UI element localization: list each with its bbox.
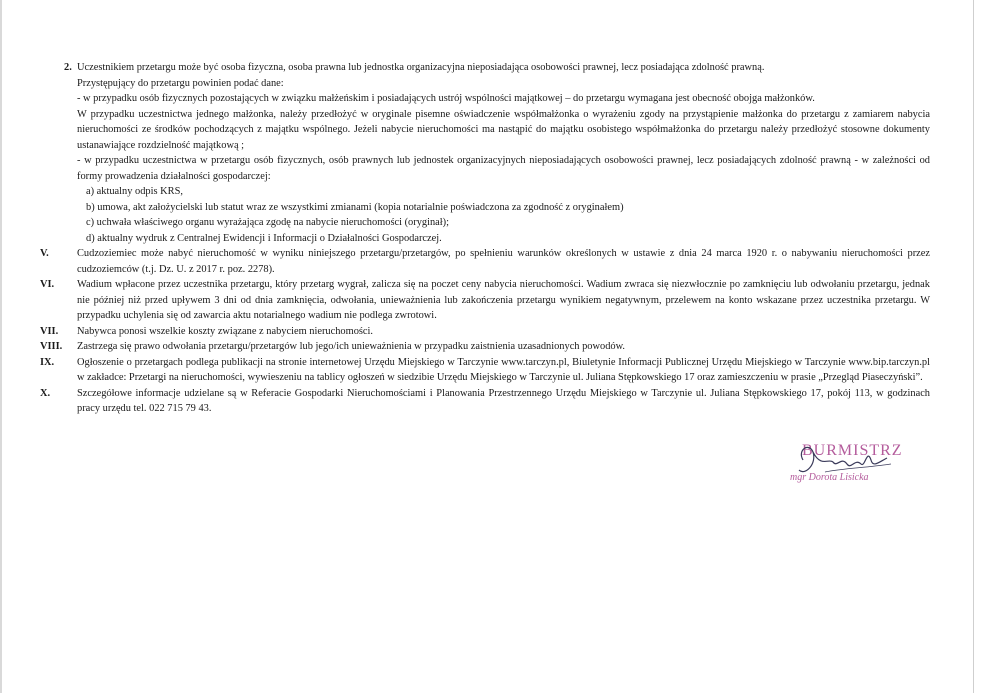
section-ix	[40, 355, 930, 386]
section-number: VII.	[40, 325, 59, 337]
section-text: Ogłoszenie o przetargach podlega publikacji na stronie internetowej Urzędu Miejskiego w Tarczynie www.tarczyn.pl, Biuletynie Informacji Publicznej Urzędu Miejskiego w Tarczynie www.bip.tarczyn.pl w zakładce: Przetargi na nieruchomości, wywieszeniu na tablicy ogłoszeń w siedzibie Urzędu Miejskiego w Tarczynie ul. Juliana Stępkowskiego 17 oraz zamieszczeniu w prasie „Przegląd Piaseczyński”.	[77, 356, 930, 383]
section-vi	[40, 277, 930, 324]
section-viii	[40, 339, 930, 355]
mayor-stamp-signature	[790, 438, 910, 498]
section-2-line: Przystępujący do przetargu powinien podać dane:	[77, 77, 284, 89]
requirement-item: d) aktualny wydruk z Centralnej Ewidencji i Informacji o Działalności Gospodarczej.	[86, 232, 442, 244]
section-text: Wadium wpłacone przez uczestnika przetargu, który przetarg wygrał, zalicza się na poczet ceny nabycia nieruchomości. Wadium zwraca się niezwłocznie po zamknięciu lub odwołaniu przetargu, jednak nie później niż przed upływem 3 dni od dnia zamknięcia, odwołania, unieważnienia lub zakończenia przetargu wynikiem negatywnym, przelewem na konto wskazane przez uczestnika przetargu. W przypadku uchylenia się od zawarcia aktu notarialnego wadium nie podlega zwrotowi.	[77, 279, 930, 321]
stamp-name: mgr Dorota Lisicka	[790, 472, 869, 483]
section-number: VI.	[40, 279, 55, 290]
section-text: Cudzoziemiec może nabyć nieruchomość w wyniku niniejszego przetargu/przetargów, po spełnieniu warunków określonych w ustawie z dnia 24 marca 1920 r. o nabywaniu nieruchomości przez cudzoziemców (t.j. Dz. U. z 2017 r. poz. 2278).	[77, 248, 930, 275]
section-text: Nabywca ponosi wszelkie koszty związane z nabyciem nieruchomości.	[77, 325, 374, 337]
section-number: V.	[40, 248, 49, 259]
document-body	[40, 60, 930, 417]
section-number: VIII.	[40, 341, 63, 352]
stamp-title: BURMISTRZ	[802, 442, 903, 459]
requirement-item: a) aktualny odpis KRS,	[86, 186, 183, 197]
section-x	[40, 386, 930, 417]
section-text: Zastrzega się prawo odwołania przetargu/przetargów lub jego/ich unieważnienia w przypadku zaistnienia uzasadnionych powodów.	[77, 341, 626, 352]
section-2-line: - w przypadku uczestnictwa w przetargu osób fizycznych, osób prawnych lub jednostek organizacyjnych nieposiadających osobowości prawnej, lecz posiadających zdolność prawną - w zależności od formy prowadzenia działalności gospodarczej:	[77, 155, 930, 182]
section-vii	[40, 324, 930, 340]
section-2-intro: Uczestnikiem przetargu może być osoba fizyczna, osoba prawna lub jednostka organizacyjna nieposiadająca osobowości prawnej, lecz posiadająca zdolność prawną.	[77, 62, 765, 73]
requirement-item: c) uchwała właściwego organu wyrażająca zgodę na nabycie nieruchomości (oryginał);	[86, 217, 450, 228]
section-2	[40, 60, 930, 246]
section-2-line: W przypadku uczestnictwa jednego małżonka, należy przedłożyć w oryginale pisemne oświadczenie współmałżonka o wyrażeniu zgody na przystąpienie małżonka do przetargu z zamiarem nabycia nieruchomości ze środków pochodzących z majątku wspólnego. Jeżeli nabycie nieruchomości ma nastąpić do majątku osobistego współmałżonka do przetargu należy przedłożyć stosowne dokumenty ustanawiające rozdzielność majątkową ;	[77, 108, 930, 151]
section-2-line: - w przypadku osób fizycznych pozostających w związku małżeńskim i posiadających ustrój wspólności majątkowej – do przetargu wymagana jest obecność obojga małżonków.	[77, 93, 815, 104]
section-text: Szczegółowe informacje udzielane są w Referacie Gospodarki Nieruchomościami i Planowania Przestrzennego Urzędu Miejskiego w Tarczynie ul. Juliana Stępkowskiego 17, pokój 113, w godzinach pracy urzędu tel. 022 715 79 43.	[77, 387, 930, 414]
requirement-item: b) umowa, akt założycielski lub statut wraz ze wszystkimi zmianami (kopia notarialnie poświadczona za zgodność z oryginałem)	[86, 201, 624, 213]
section-number: 2.	[64, 62, 72, 73]
section-v	[40, 246, 930, 277]
section-number: X.	[40, 387, 51, 399]
section-number: IX.	[40, 356, 55, 368]
